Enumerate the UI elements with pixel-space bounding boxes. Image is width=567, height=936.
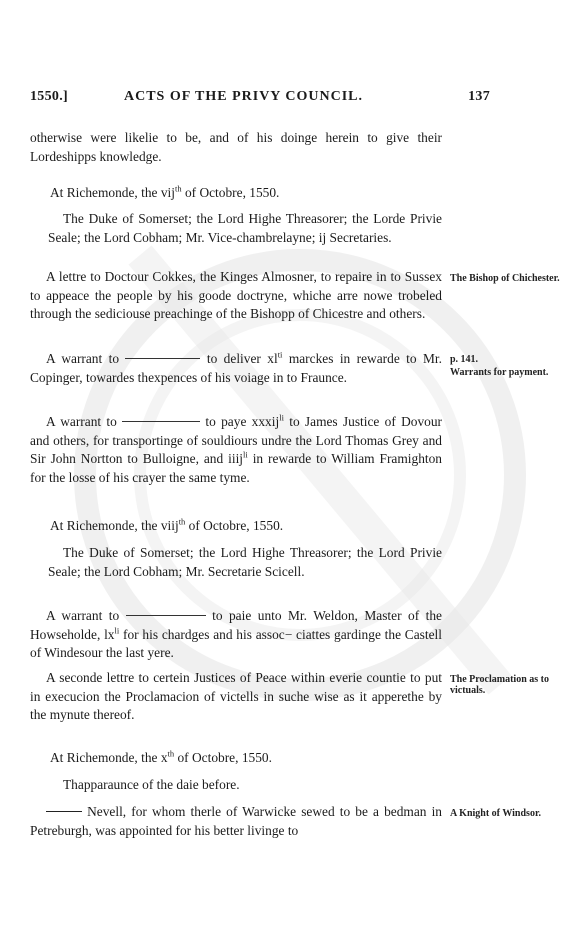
meeting-2-entry-2: A seconde lettre to certein Justices of Peace within everie countie to put in execucion the Proclamacion of victells in suche wise as it apperethe by the mynute thereof. — [30, 670, 442, 722]
dash-line — [46, 810, 82, 812]
running-header — [30, 89, 490, 109]
margin-note-warrants: Warrants for payment. — [450, 367, 549, 378]
margin-note-proclamation: The Proclamation as to victuals. — [450, 674, 549, 696]
header-year: 1550.] — [30, 89, 68, 104]
meeting-2-date: At Richemonde, the viij$^{th}$ of Octobre, 1550. — [50, 516, 284, 533]
intro-text: otherwise were likelie to be, and of his doinge herein to give their Lordeshipps knowledge. — [30, 130, 442, 164]
meeting-1-entry-2: A warrant to to deliver $xl^{ti}$ marckes in rewarde to Mr. Copinger, towardes thexpences of his voiage in to Fraunce. — [30, 349, 442, 385]
page-number: 137 — [468, 89, 490, 104]
meeting-1-entry-3: A warrant to to paye xxxij$^{li}$ to James Justice of Dovour and others, for transportinge of souldiours undre the Lord Thomas Grey and Sir John Nortton to Bulloigne, and iiij$^{li}$ in rewarde to William Framighton for the losse of his crayer the same tyme. — [30, 412, 443, 485]
blank-line — [122, 420, 200, 422]
blank-line — [126, 614, 206, 616]
header-title: ACTS OF THE PRIVY COUNCIL. — [124, 89, 364, 104]
margin-note-bishop: The Bishop of Chichester. — [450, 273, 560, 284]
blank-line — [125, 357, 200, 359]
margin-note-knight: A Knight of Windsor. — [450, 808, 541, 819]
meeting-2-entry-1: A warrant to to paie unto Mr. Weldon, Master of the Howseholde, $lx^{li}$ for his chardges and his assoc− ciattes gardinge the Castell of Windesour the last yere. — [30, 608, 443, 660]
meeting-3-entry-1: Nevell, for whom therle of Warwicke sewed to be a bedman in Petreburgh, was appointed for his better livinge to — [30, 804, 442, 838]
meeting-1-date: At Richemonde, the vij$^{th}$ of Octobre, 1550. — [50, 183, 280, 200]
meeting-1-attendance: The Duke of Somerset; the Lord Highe Threasorer; the Lorde Privie Seale; the Lord Cobham; Mr. Vice-chambrelayne; ij Secretaries. — [48, 211, 442, 245]
intro-paragraph — [30, 129, 442, 166]
meeting-3-attendance: Thapparaunce of the daie before. — [63, 777, 240, 792]
meeting-2-attendance: The Duke of Somerset; the Lord Highe Threasorer; the Lord Privie Seale; the Lord Cobham; Mr. Secretarie Scicell. — [48, 545, 442, 579]
meeting-1-entry-1: A lettre to Doctour Cokkes, the Kinges Almosner, to repaire in to Sussex to appeace the people by his goode doctryne, whiche arre nowe trobeled through the sediciouse preachinge of the Bishopp of Chicestre and others. — [30, 269, 442, 321]
margin-page-reference: p. 141. — [450, 354, 479, 365]
meeting-3-date: At Richemonde, the $x^{th}$ of Octobre, 1550. — [50, 748, 272, 765]
